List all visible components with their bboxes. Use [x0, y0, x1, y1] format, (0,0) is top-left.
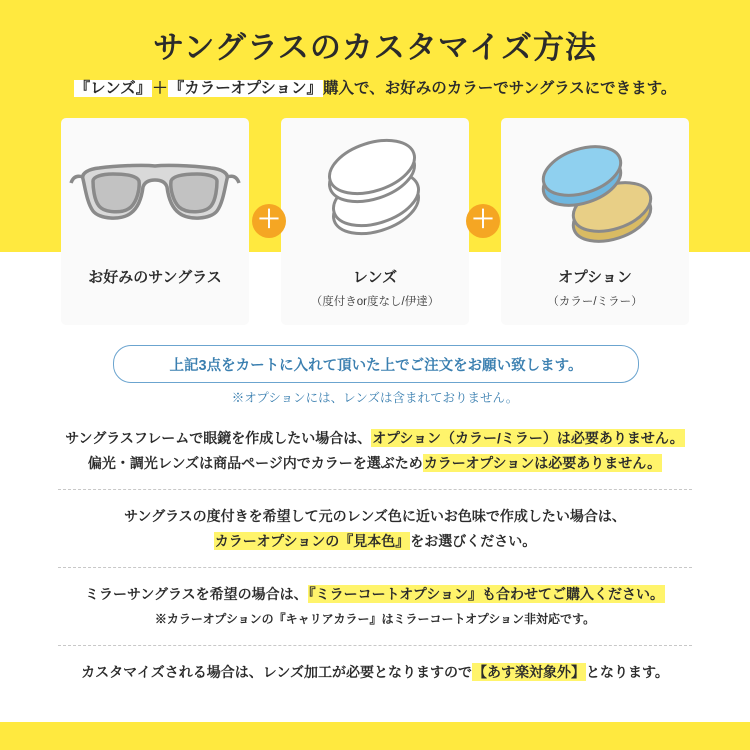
card-sunglasses [61, 118, 249, 325]
card-lens [281, 118, 469, 325]
rule-text: ※カラーオプションの『キャリアカラー』はミラーコートオプション非対応です。 [154, 612, 596, 626]
rule-text: 偏光・調光レンズは商品ページ内でカラーを選ぶため [87, 455, 423, 471]
card-label-sunglasses: お好みのサングラス [88, 269, 222, 286]
rules-section [0, 412, 750, 698]
rule-line-note [0, 607, 750, 632]
rule-line [0, 529, 750, 554]
card-label-lens: レンズ [352, 269, 398, 286]
rule-text: サングラスの度付きを希望して元のレンズ色に近いお色味で作成したい場合は、 [124, 508, 626, 524]
rule-text: ミラーサングラスを希望の場合は、 [85, 586, 308, 602]
rule-text-highlight: 【あす楽対象外】 [472, 664, 585, 680]
card-sub-lens: （度付きor度なし/伊達） [310, 296, 440, 308]
rule-text: カスタマイズされる場合は、レンズ加工が必要となりますので [81, 664, 472, 680]
rule-text: となります。 [585, 664, 669, 680]
rule-text-highlight: カラーオプションは必要ありません。 [423, 455, 662, 471]
rule-text-highlight: 『ミラーコートオプション』も合わせてご購入ください。 [308, 586, 664, 602]
rule-line [0, 426, 750, 451]
subtitle-part-coloroption: 『カラーオプション』 [168, 80, 323, 97]
rule-text: をお選びください。 [410, 533, 537, 549]
rule-line [0, 582, 750, 607]
rule-line [0, 660, 750, 685]
rule-block-3 [0, 568, 750, 645]
rule-text-highlight: オプション（カラー/ミラー）は必要ありません。 [372, 430, 684, 446]
rule-block-4 [0, 646, 750, 698]
card-label-option: オプション [558, 269, 632, 286]
order-instruction-pill: 上記3点をカートに入れて頂いた上でご注文をお願い致します。 [113, 345, 639, 383]
plus-icon-1: ＋ [252, 204, 286, 238]
rule-block-2 [0, 490, 750, 567]
rule-line [0, 451, 750, 476]
color-option-discs-icon [505, 134, 685, 252]
rule-line [0, 504, 750, 529]
page-title: サングラスのカスタマイズ方法 [153, 30, 597, 65]
bottom-yellow-band [0, 722, 750, 750]
sunglasses-frame-icon [65, 134, 245, 252]
product-cards-row [61, 118, 689, 325]
subtitle-part-lens: 『レンズ』 [74, 80, 152, 97]
subtitle-part-tail: 購入で、お好みのカラーでサングラスにできます。 [323, 80, 677, 97]
lens-pair-icon [285, 134, 465, 252]
option-note: ※オプションには、レンズは含まれておりません。 [231, 391, 519, 405]
plus-icon-2: ＋ [466, 204, 500, 238]
page-subtitle [0, 76, 750, 98]
card-option [501, 118, 689, 325]
subtitle-part-plus: ＋ [152, 80, 168, 97]
rule-text: サングラスフレームで眼鏡を作成したい場合は、 [65, 430, 372, 446]
rule-block-1 [0, 412, 750, 489]
rule-text-highlight: カラーオプションの『見本色』 [214, 533, 410, 549]
card-sub-option: （カラー/ミラー） [547, 296, 643, 308]
